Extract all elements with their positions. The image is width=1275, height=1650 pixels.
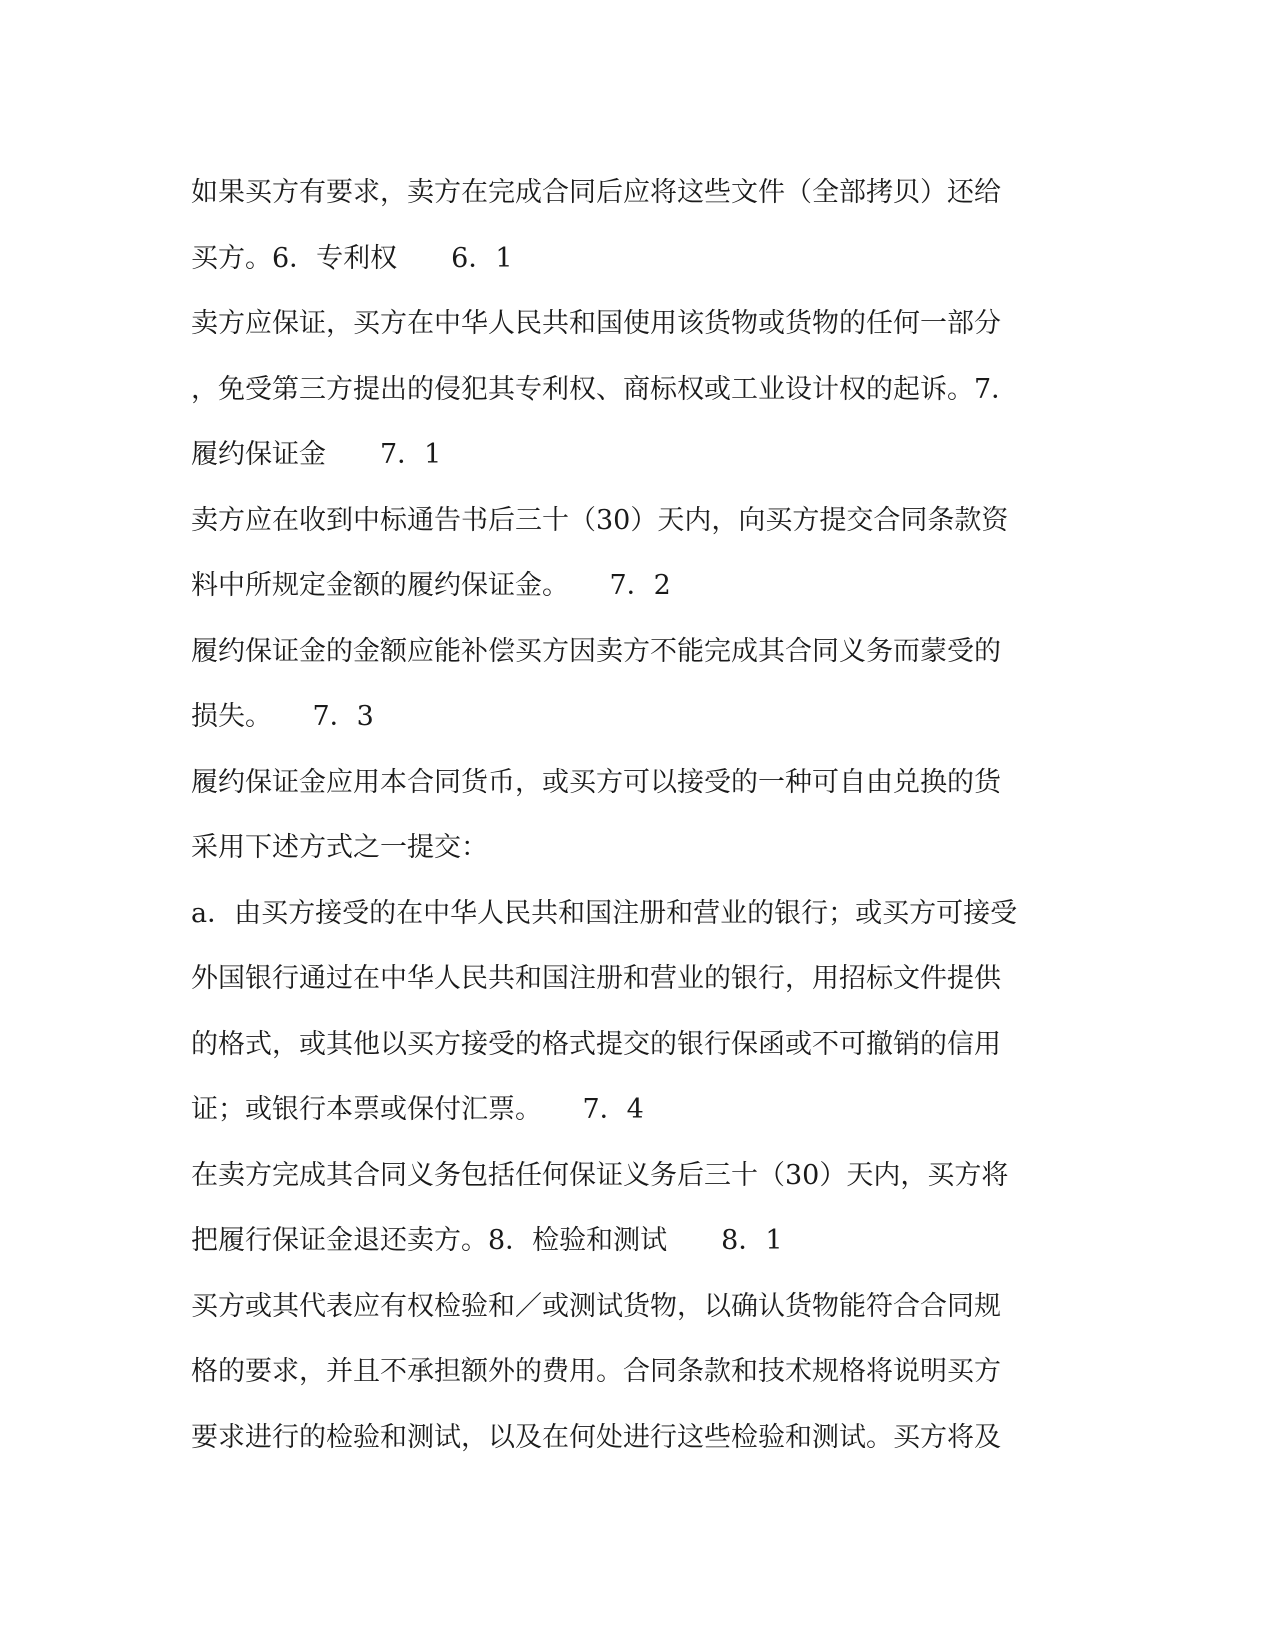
text-line: 卖方应在收到中标通告书后三十（30）天内，向买方提交合同条款资 [191, 504, 1009, 536]
text-line: 料中所规定金额的履约保证金。 7．2 [191, 570, 671, 601]
text-line: 履约保证金应用本合同货币，或买方可以接受的一种可自由兑换的货 [191, 766, 1001, 798]
text-line: 的格式，或其他以买方接受的格式提交的银行保函或不可撤销的信用 [191, 1028, 1001, 1060]
document-body [191, 160, 1091, 1470]
text-line: 采用下述方式之一提交： [191, 832, 488, 863]
text-line: 证；或银行本票或保付汇票。 7．4 [191, 1094, 644, 1125]
text-line: a．由买方接受的在中华人民共和国注册和营业的银行；或买方可接受 [191, 897, 1018, 929]
text-line: 如果买方有要求，卖方在完成合同后应将这些文件（全部拷贝）还给 [191, 177, 1001, 208]
text-line: 在卖方完成其合同义务包括任何保证义务后三十（30）天内，买方将 [191, 1159, 1009, 1191]
text-line: 履约保证金的金额应能补偿买方因卖方不能完成其合同义务而蒙受的 [191, 635, 1001, 667]
text-line: 把履行保证金退还卖方。8．检验和测试 8．1 [191, 1225, 783, 1256]
text-line: 要求进行的检验和测试，以及在何处进行这些检验和测试。买方将及 [191, 1421, 1001, 1453]
text-line: 外国银行通过在中华人民共和国注册和营业的银行，用招标文件提供 [191, 963, 1001, 994]
text-line: 卖方应保证，买方在中华人民共和国使用该货物或货物的任何一部分 [191, 308, 1001, 339]
text-line: ，免受第三方提出的侵犯其专利权、商标权或工业设计权的起诉。7． [191, 373, 1019, 405]
text-line: 格的要求，并且不承担额外的费用。合同条款和技术规格将说明买方 [191, 1356, 1001, 1387]
text-line: 损失。 7．3 [191, 701, 374, 732]
text-line: 买方或其代表应有权检验和／或测试货物，以确认货物能符合合同规 [191, 1290, 1001, 1322]
text-line: 买方。6．专利权 6．1 [191, 242, 513, 274]
text-line: 履约保证金 7．1 [191, 439, 442, 470]
